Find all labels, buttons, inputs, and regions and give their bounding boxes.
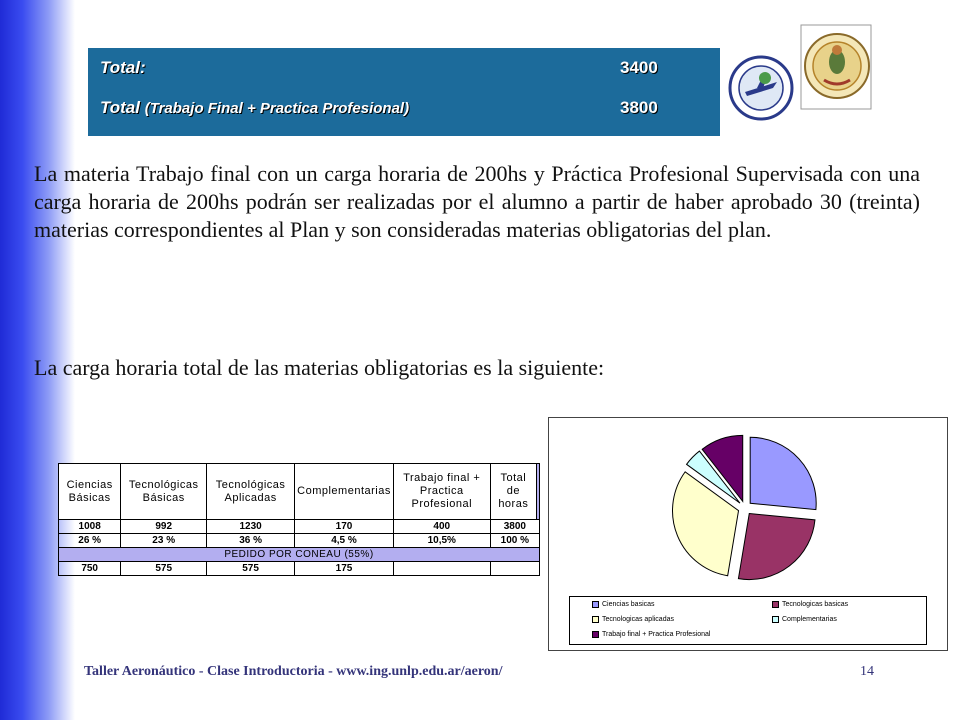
total-trabajo-label [100, 98, 409, 118]
table-cell: 175 [295, 562, 394, 576]
university-seal-logo [800, 24, 872, 110]
legend-item-trabajo-final [592, 631, 711, 638]
table-cell: 36 % [207, 534, 295, 548]
table-cell: 26 % [59, 534, 121, 548]
table-cell: 3800 [490, 520, 539, 534]
legend-item-tec-basicas [772, 601, 848, 608]
table-cell: 575 [207, 562, 295, 576]
table-cell: 1230 [207, 520, 295, 534]
legend-label: Tecnologicas aplicadas [602, 616, 674, 623]
legend-item-ciencias [592, 601, 655, 608]
pie-chart [560, 424, 940, 592]
total-trabajo-value: 3800 [620, 98, 658, 117]
table-cell: 100 % [490, 534, 539, 548]
legend-swatch [772, 616, 779, 623]
legend-label: Ciencias basicas [602, 601, 655, 608]
table-cell: 992 [121, 520, 207, 534]
hours-table [58, 463, 540, 576]
aeronautics-department-logo [727, 48, 795, 134]
table-row-coneau [59, 562, 540, 576]
total-word: Total [100, 98, 145, 117]
chart-legend [569, 596, 927, 645]
table-cell: 23 % [121, 534, 207, 548]
table-cell: 10,5% [393, 534, 490, 548]
table-cell: 750 [59, 562, 121, 576]
total-label: Total: [100, 58, 146, 77]
table-row-coneau-band [59, 548, 540, 562]
legend-item-tec-aplicadas [592, 616, 674, 623]
header-cell: Ciencias Básicas [59, 464, 121, 520]
paragraph-carga-horaria: La carga horaria total de las materias obligatorias es la siguiente: [34, 355, 605, 380]
header-cell: Tecnológicas Básicas [121, 464, 207, 520]
header-cell: Trabajo final + Practica Profesional [393, 464, 490, 520]
table-row-percent [59, 534, 540, 548]
legend-swatch [592, 616, 599, 623]
legend-label: Complementarias [782, 616, 837, 623]
table-cell: 170 [295, 520, 394, 534]
header-spacer [537, 464, 540, 520]
pie-slice-ciencias [750, 437, 816, 509]
table-cell: 4,5 % [295, 534, 394, 548]
table-row-hours [59, 520, 540, 534]
paragraph-trabajo-final: La materia Trabajo final con un carga horaria de 200hs y Práctica Profesional Supervisada con una carga horaria de 200hs podrán ser realizadas por el alumno a partir de haber aprobado 30 (treinta) materias correspondientes al Plan y son consideradas materias obligatorias del plan. [34, 161, 920, 242]
pie-slice-tec-basicas [738, 514, 815, 580]
total-value: 3400 [620, 58, 658, 77]
table-header-row [59, 464, 540, 520]
table-cell: 400 [393, 520, 490, 534]
page-number: 14 [860, 664, 874, 679]
totals-box [88, 48, 720, 136]
header-cell: Tecnológicas Aplicadas [207, 464, 295, 520]
legend-swatch [772, 601, 779, 608]
table-cell [393, 562, 490, 576]
header-cell: Total de horas [490, 464, 536, 520]
header-cell: Complementarias [295, 464, 394, 520]
table-cell: 1008 [59, 520, 121, 534]
total-paren: (Trabajo Final + Practica Profesional) [144, 100, 410, 117]
pie-slice-tec-aplicadas [673, 472, 739, 576]
legend-swatch [592, 601, 599, 608]
legend-label: Tecnologicas basicas [782, 601, 849, 608]
legend-swatch [592, 631, 599, 638]
legend-label: Trabajo final + Practica Profesional [602, 631, 711, 638]
legend-item-complementarias [772, 616, 837, 623]
table-cell [490, 562, 539, 576]
footer-text: Taller Aeronáutico - Clase Introductoria - www.ing.unlp.edu.ar/aeron/ [84, 664, 503, 679]
coneau-band-cell: PEDIDO POR CONEAU (55%) [59, 548, 540, 562]
table-cell: 575 [121, 562, 207, 576]
